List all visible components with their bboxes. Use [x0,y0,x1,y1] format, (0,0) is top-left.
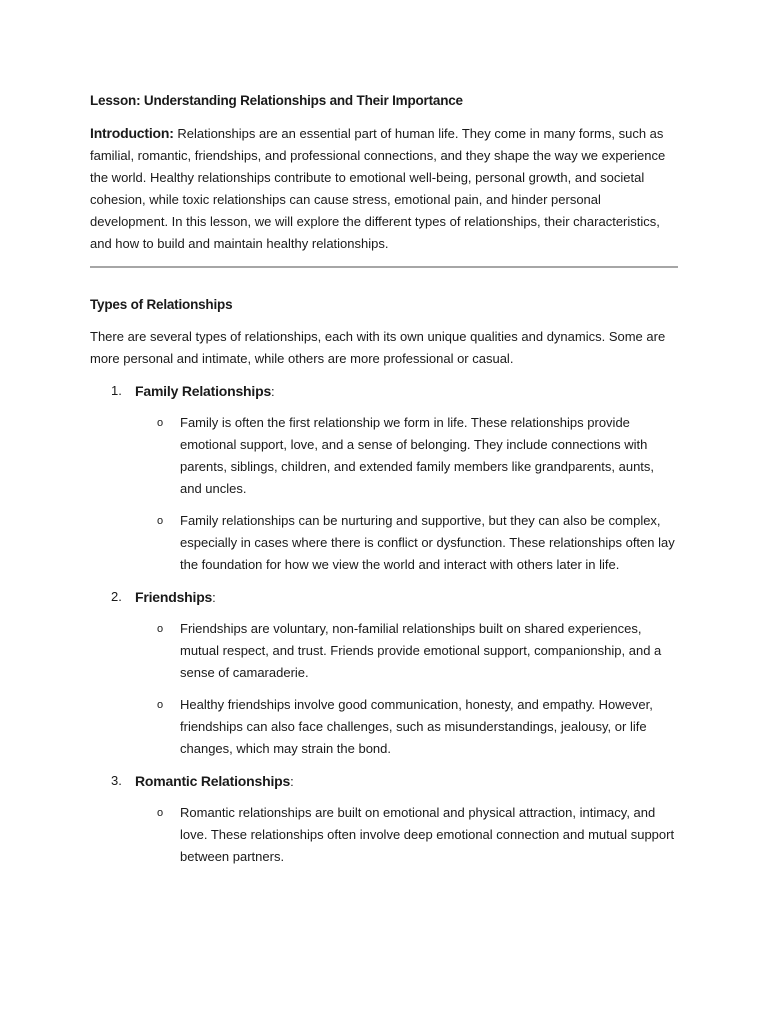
list-item-heading [90,380,678,402]
sub-bullet-list [90,802,678,868]
types-intro-paragraph: There are several types of relationships, each with its own unique qualities and dynamics. Some are more personal and intimate, while others are more professional or casual. [90,329,666,366]
introduction-label: Introduction: [90,125,174,141]
list-item-title: Romantic Relationships [135,773,291,789]
list-item-heading [90,770,678,792]
list-item-heading [90,586,678,608]
list-item [90,770,678,868]
sub-bullet-item [90,694,678,760]
list-item-colon: : [290,774,294,789]
sub-bullet-item [90,802,678,868]
list-item-title: Friendships [135,589,213,605]
list-item-colon: : [271,384,275,399]
list-item [90,380,678,576]
horizontal-divider [90,266,678,268]
lesson-title: Lesson: Understanding Relationships and Their Importance [90,93,463,108]
types-section-title: Types of Relationships [90,297,233,312]
list-item-title: Family Relationships [135,383,272,399]
sub-bullet-item [90,510,678,576]
sub-bullet-text: Family relationships can be nurturing and supportive, but they can also be complex, especially in cases where there is conflict or dysfunction. These relationships often lay the foundation for how we view the world and interact with others later in life. [180,513,675,572]
sub-bullet-item [90,618,678,684]
introduction-paragraph [90,122,678,255]
circle-bullet-icon: o [157,699,164,711]
types-list [90,380,678,868]
sub-bullet-text: Family is often the first relationship we form in life. These relationships provide emotional support, love, and a sense of belonging. They include connections with parents, siblings, children, and extended family members like grandparents, aunts, and uncles. [180,415,655,496]
circle-bullet-icon: o [157,417,164,429]
list-item-number: 3. [111,773,122,788]
sub-bullet-text: Romantic relationships are built on emotional and physical attraction, intimacy, and love. These relationships often involve deep emotional connection and mutual support between partners. [180,805,675,864]
sub-bullet-list [90,618,678,760]
sub-bullet-item [90,412,678,500]
list-item-number: 1. [111,383,122,398]
list-item-colon: : [212,590,216,605]
introduction-text: Relationships are an essential part of human life. They come in many forms, such as familial, romantic, friendships, and professional connections, and they shape the way we experience the world. Healthy relationships contribute to emotional well-being, personal growth, and societal cohesion, while toxic relationships can cause stress, emotional pain, and hinder personal development. In this lesson, we will explore the different types of relationships, their characteristics, and how to build and maintain healthy relationships. [90,126,666,251]
sub-bullet-list [90,412,678,576]
document-body [90,90,678,878]
list-item [90,586,678,760]
sub-bullet-text: Healthy friendships involve good communication, honesty, and empathy. However, friendships can also face challenges, such as misunderstandings, jealousy, or life changes, which may strain the bond. [180,697,653,756]
circle-bullet-icon: o [157,807,164,819]
circle-bullet-icon: o [157,515,164,527]
sub-bullet-text: Friendships are voluntary, non-familial relationships built on shared experiences, mutual respect, and trust. Friends provide emotional support, companionship, and a sense of camaraderie. [180,621,662,680]
list-item-number: 2. [111,589,122,604]
circle-bullet-icon: o [157,623,164,635]
